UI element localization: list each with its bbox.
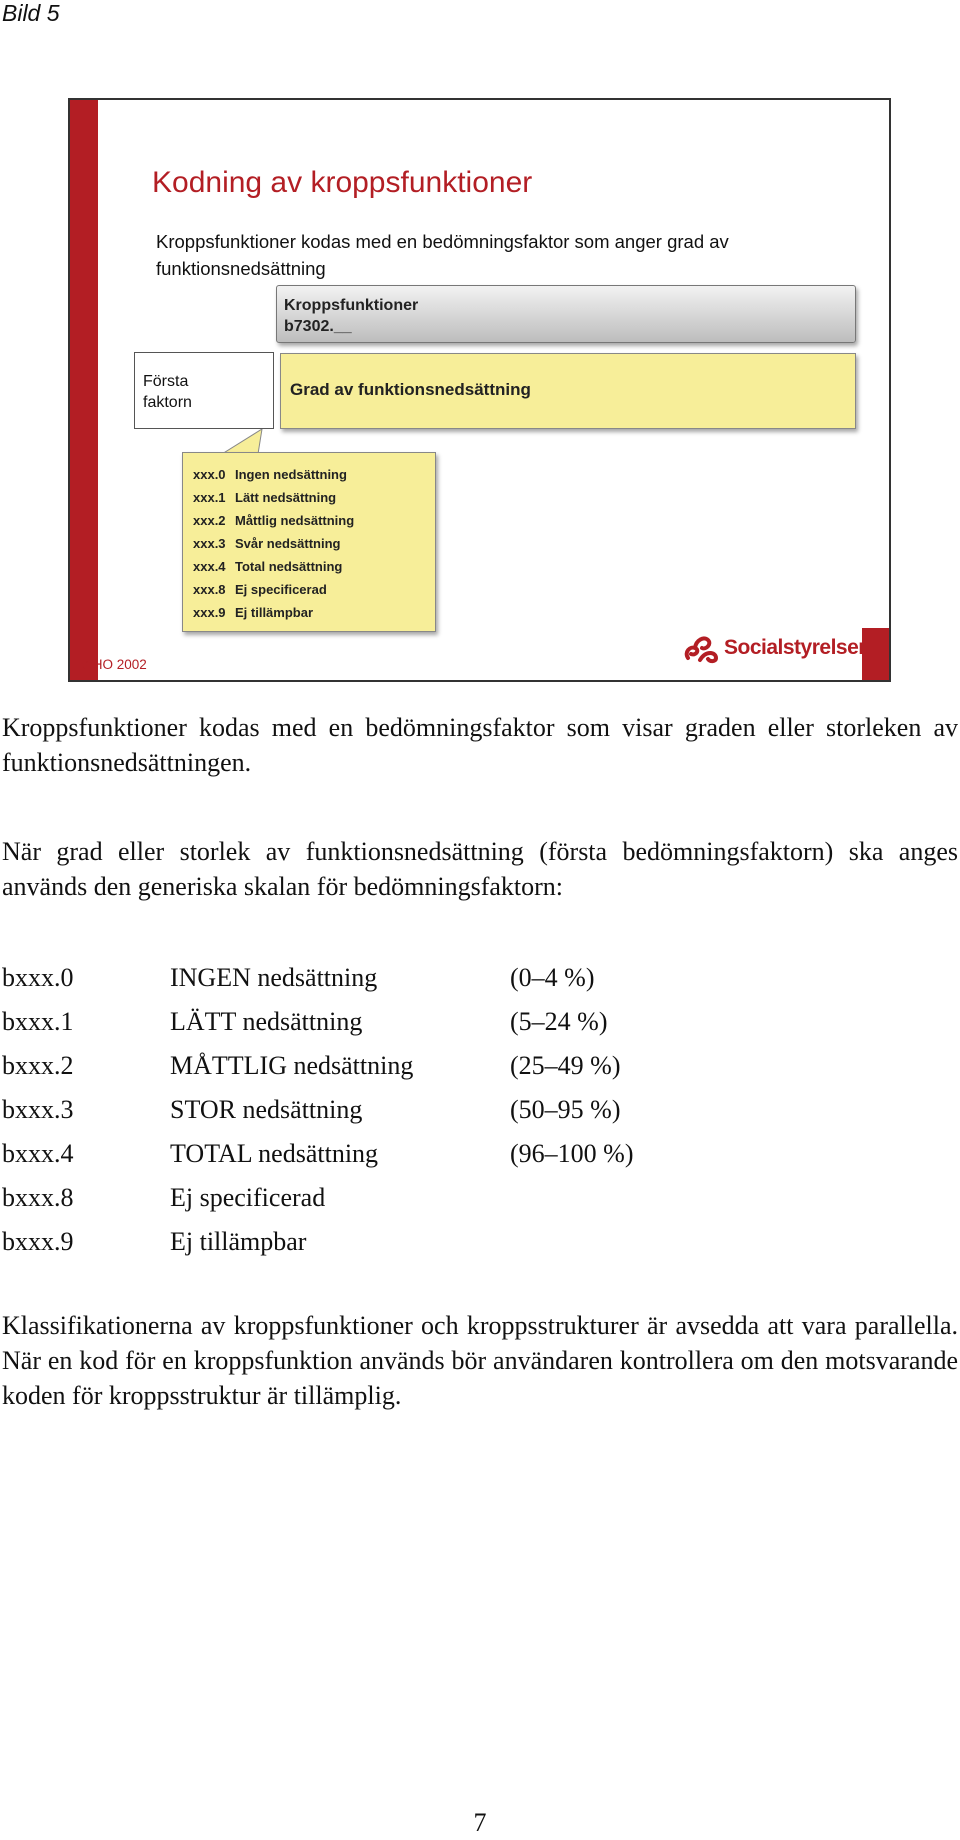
socialstyrelsen-logo-text: Socialstyrelsen (724, 636, 871, 659)
callout-item (193, 601, 435, 624)
first-qualifier-line2: faktorn (143, 394, 192, 411)
callout-item-label: Svår nedsättning (235, 536, 341, 551)
scale-range: (0–4 %) (510, 963, 595, 992)
scale-label: MÅTTLIG nedsättning (170, 1051, 414, 1080)
impairment-degree-box: Grad av funktionsnedsättning (280, 353, 856, 429)
callout-item-code: xxx.2 (193, 513, 226, 528)
scale-label: Ej specificerad (170, 1183, 326, 1212)
callout-item (193, 578, 435, 601)
scale-code: bxxx.0 (2, 963, 74, 992)
scale-label: INGEN nedsättning (170, 963, 378, 992)
callout-item-label: Måttlig nedsättning (235, 513, 355, 528)
callout-item-label: Total nedsättning (235, 559, 343, 574)
paragraph-intro: Kroppsfunktioner kodas med en bedömningsfaktor som visar graden eller storleken av funktionsnedsättningen. (2, 713, 958, 777)
callout-item (193, 509, 435, 532)
slide-figure (68, 98, 891, 682)
callout-item-code: xxx.0 (193, 467, 226, 482)
scale-range: (25–49 %) (510, 1051, 621, 1080)
body-function-label: Kroppsfunktioner (284, 297, 419, 314)
callout-item (193, 486, 435, 509)
slide-accent-bar-left (70, 100, 98, 680)
callout-item-label: Ej specificerad (235, 582, 327, 597)
callout-item (193, 463, 435, 486)
paragraph-classifications: Klassifikationerna av kroppsfunktioner och kroppsstrukturer är avsedda att vara parallella. När en kod för en kroppsfunktion används bör användaren kontrollera om den motsvarande koden för kroppsstruktur är tillämplig. (2, 1311, 958, 1410)
scale-code: bxxx.9 (2, 1227, 74, 1256)
scale-label: Ej tillämpbar (170, 1227, 307, 1256)
callout-item (193, 555, 435, 578)
body-function-box (276, 285, 856, 343)
scale-range: (50–95 %) (510, 1095, 621, 1124)
qualifier-callout (182, 452, 436, 632)
scale-code: bxxx.8 (2, 1183, 74, 1212)
callout-item-code: xxx.8 (193, 582, 226, 597)
slide-subtitle: Kroppsfunktioner kodas med en bedömningsfaktor som anger grad av funktionsnedsättning (156, 231, 729, 279)
callout-item-label: Ingen nedsättning (235, 467, 347, 482)
scale-code: bxxx.3 (2, 1095, 74, 1124)
scale-range: (96–100 %) (510, 1139, 634, 1168)
callout-item-code: xxx.3 (193, 536, 226, 551)
body-function-code: b7302.__ (284, 318, 352, 335)
scale-code: bxxx.2 (2, 1051, 74, 1080)
scale-range: (5–24 %) (510, 1007, 608, 1036)
page-number: 7 (473, 1808, 487, 1837)
slide-title: Kodning av kroppsfunktioner (152, 166, 533, 199)
paragraph-scale-intro: När grad eller storlek av funktionsnedsättning (första bedömningsfaktorn) ska anges används den generiska skalan för bedömningsfaktorn: (2, 837, 958, 901)
scale-label: STOR nedsättning (170, 1095, 363, 1124)
scale-label: TOTAL nedsättning (170, 1139, 379, 1168)
scale-label: LÄTT nedsättning (170, 1007, 363, 1036)
scale-code: bxxx.4 (2, 1139, 74, 1168)
first-qualifier-box (134, 352, 274, 429)
figure-caption: Bild 5 (2, 0, 60, 26)
scale-code: bxxx.1 (2, 1007, 74, 1036)
who-source-label: WHO 2002 (80, 657, 147, 672)
callout-item (193, 532, 435, 555)
callout-item-code: xxx.4 (193, 559, 226, 574)
socialstyrelsen-logo (682, 632, 871, 664)
callout-item-label: Lätt nedsättning (235, 490, 337, 505)
callout-item-code: xxx.9 (193, 605, 226, 620)
callout-item-label: Ej tillämpbar (235, 605, 314, 620)
callout-item-code: xxx.1 (193, 490, 226, 505)
first-qualifier-line1: Första (143, 373, 189, 390)
socialstyrelsen-emblem-icon (682, 632, 720, 664)
